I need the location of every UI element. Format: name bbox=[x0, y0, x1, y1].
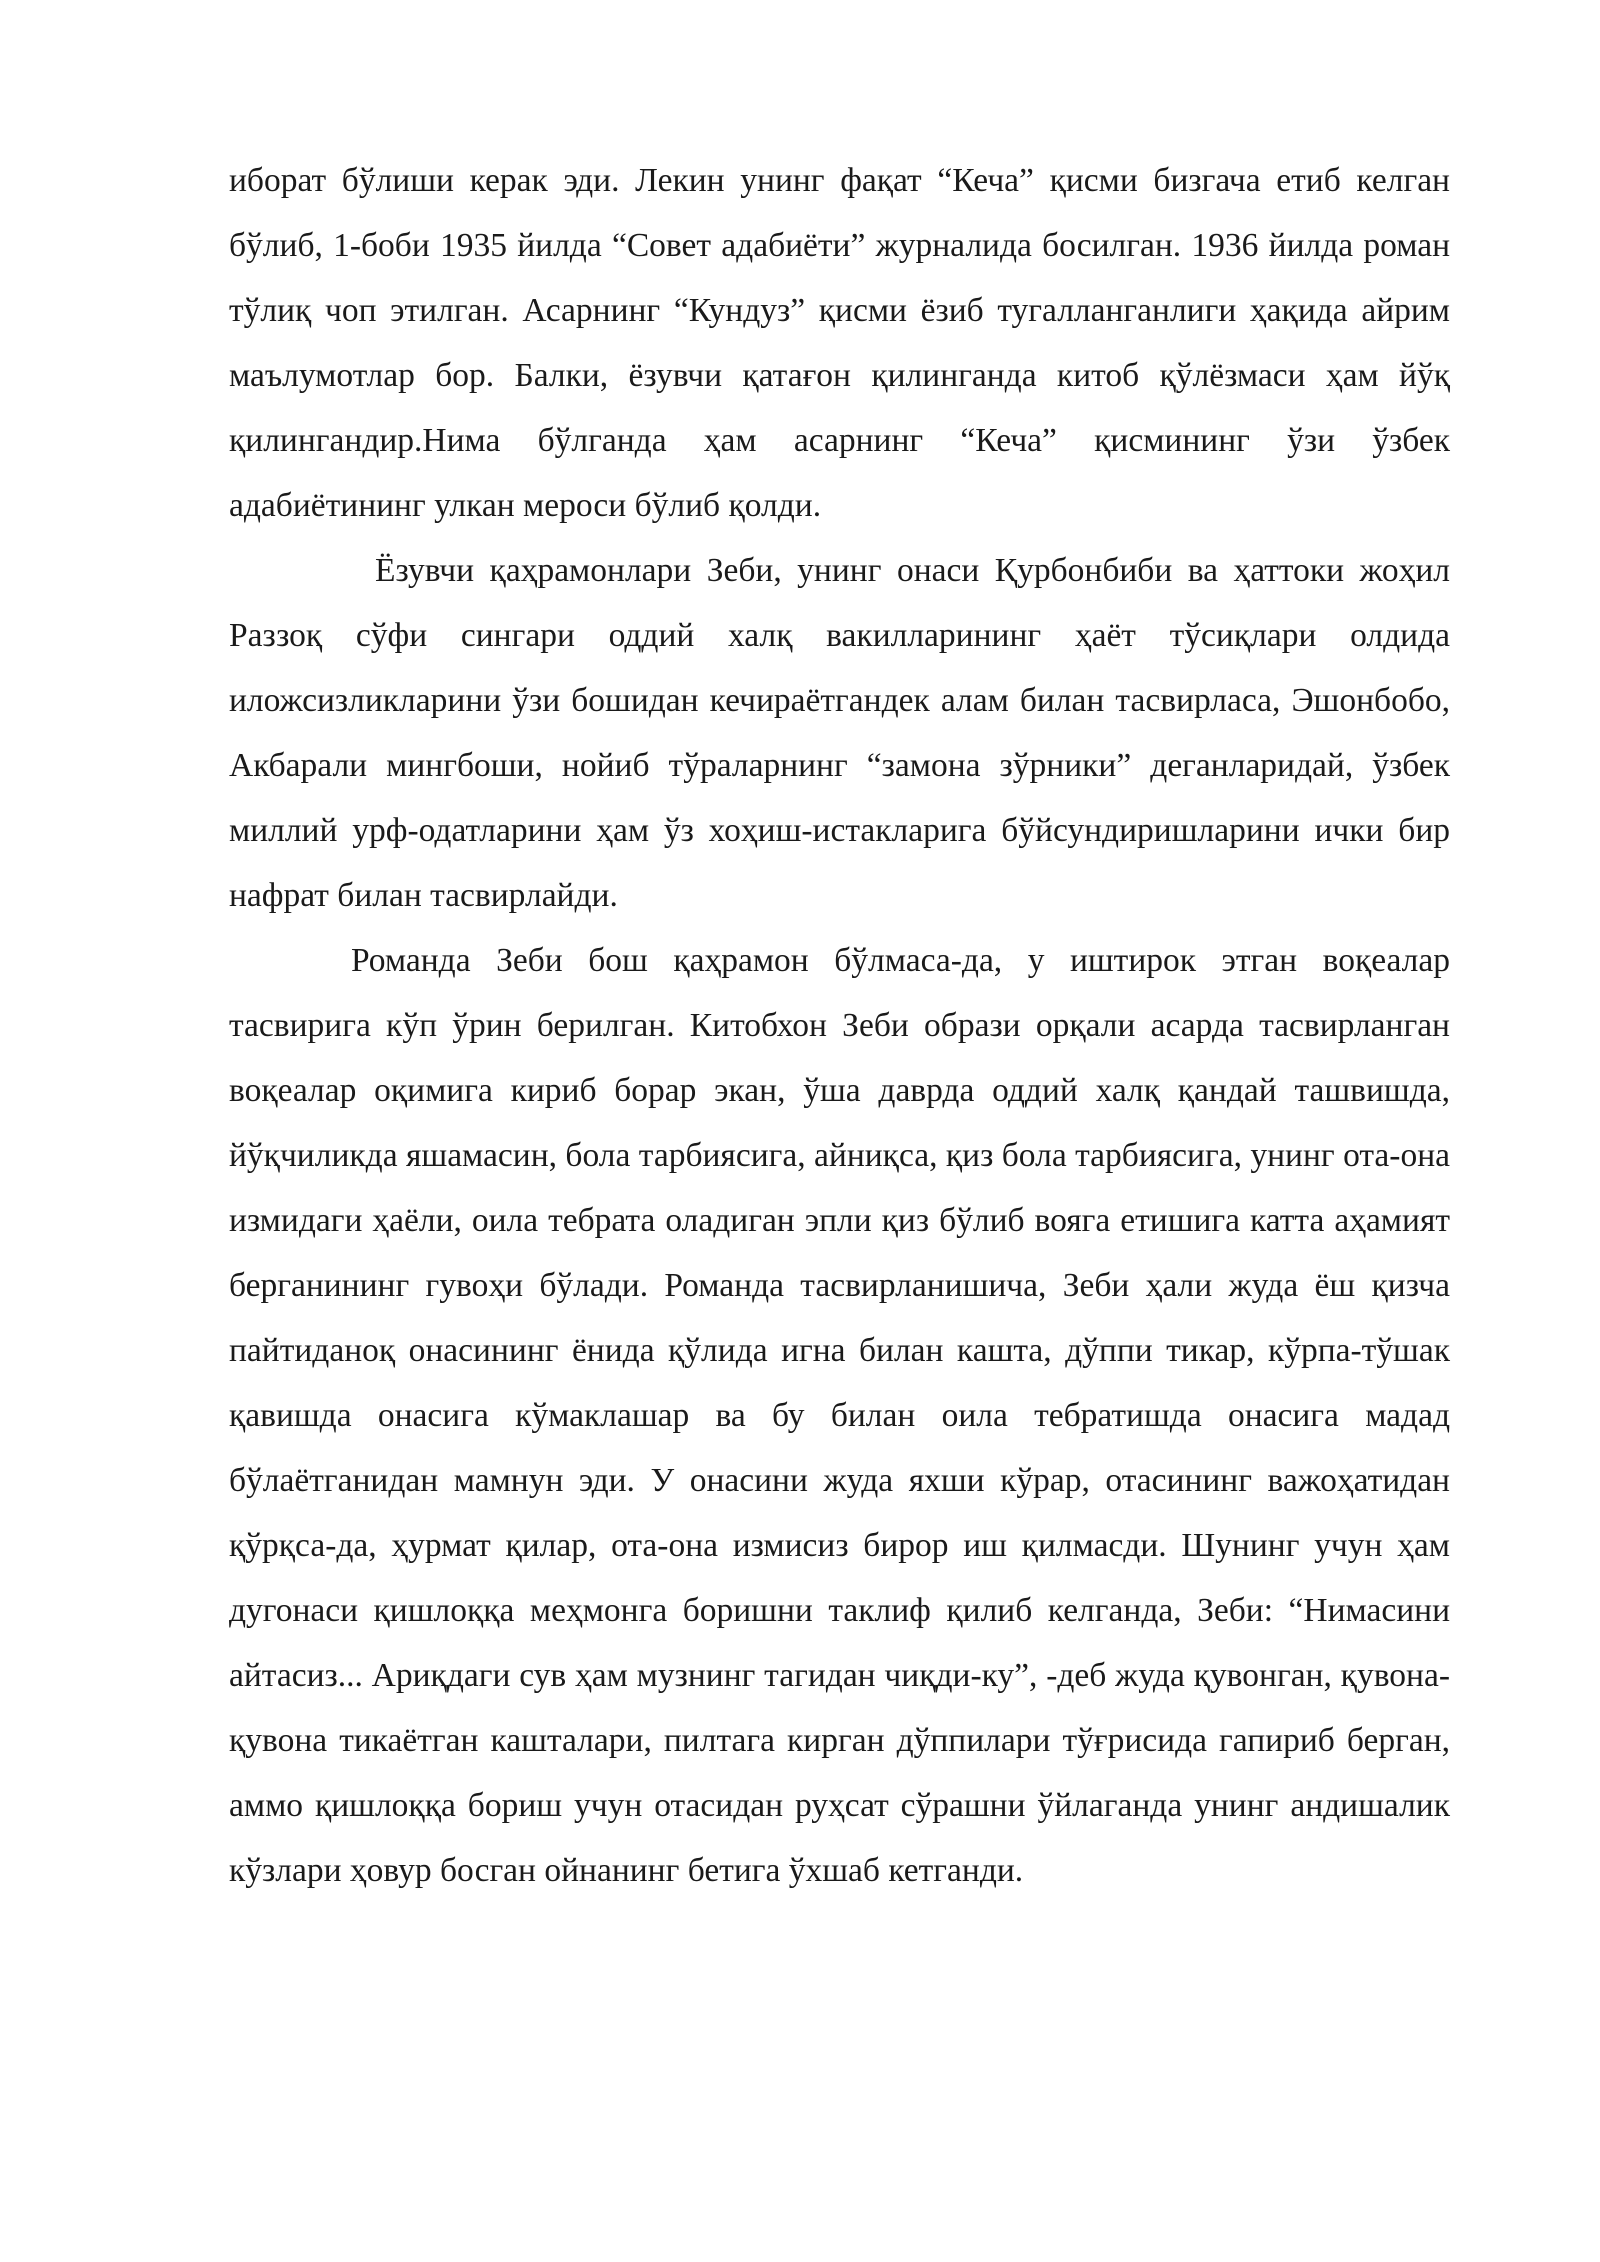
paragraph-2: Ёзувчи қаҳрамонлари Зеби, унинг онаси Қурбонбиби ва ҳаттоки жоҳил Раззоқ сўфи сингари оддий халқ вакилларининг ҳаёт тўсиқлари олдида иложсизликларини ўзи бошидан кечираётгандек алам билан тасвирласа, Эшонбобо, Акбарали мингбоши, нойиб тўраларнинг “замона зўрники” деганларидай, ўзбек миллий урф-одатларини ҳам ўз хоҳиш-истакларига бўйсундиришларини ички бир нафрат билан тасвирлайди. bbox=[229, 552, 1450, 914]
document-body bbox=[229, 148, 1450, 1903]
paragraph-1: иборат бўлиши керак эди. Лекин унинг фақат “Кеча” қисми бизгача етиб келган бўлиб, 1-боби 1935 йилда “Совет адабиёти” журналида босилган. 1936 йилда роман тўлиқ чоп этилган. Асарнинг “Кундуз” қисми ёзиб тугалланганлиги ҳақида айрим маълумотлар бор. Балки, ёзувчи қатағон қилинганда китоб қўлёзмаси ҳам йўқ қилингандир.Нима бўлганда ҳам асарнинг “Кеча” қисмининг ўзи ўзбек адабиётининг улкан мероси бўлиб қолди. bbox=[229, 162, 1450, 524]
paragraph-3: Романда Зеби бош қаҳрамон бўлмаса-да, у иштирок этган воқеалар тасвирига кўп ўрин берилган. Китобхон Зеби образи орқали асарда тасвирланган воқеалар оқимига кириб борар экан, ўша даврда оддий халқ қандай ташвишда, йўқчиликда яшамасин, бола тарбиясига, айниқса, қиз бола тарбиясига, унинг ота-она измидаги ҳаёли, оила тебрата оладиган эпли қиз бўлиб вояга етишига катта аҳамият берганининг гувоҳи бўлади. Романда тасвирланишича, Зеби ҳали жуда ёш қизча пайтиданоқ онасининг ёнида қўлида игна билан кашта, дўппи тикар, кўрпа-тўшак қавишда онасига кўмаклашар ва бу билан оила тебратишда онасига мадад бўлаётганидан мамнун эди. У онасини жуда яхши кўрар, отасининг важоҳатидан қўрқса-да, ҳурмат қилар, ота-она измисиз бирор иш қилмасди. Шунинг учун ҳам дугонаси қишлоққа меҳмонга боришни таклиф қилиб келганда, Зеби: “Нимасини айтасиз... Ариқдаги сув ҳам музнинг тагидан чиқди-ку”, -деб жуда қувонган, қувона-қувона тикаётган кашталари, пилтага кирган дўппилари тўғрисида гапириб берган, аммо қишлоққа бориш учун отасидан руҳсат сўрашни ўйлаганда унинг андишалик кўзлари ҳовур босган ойнанинг бетига ўхшаб кетганди. bbox=[229, 942, 1450, 1889]
